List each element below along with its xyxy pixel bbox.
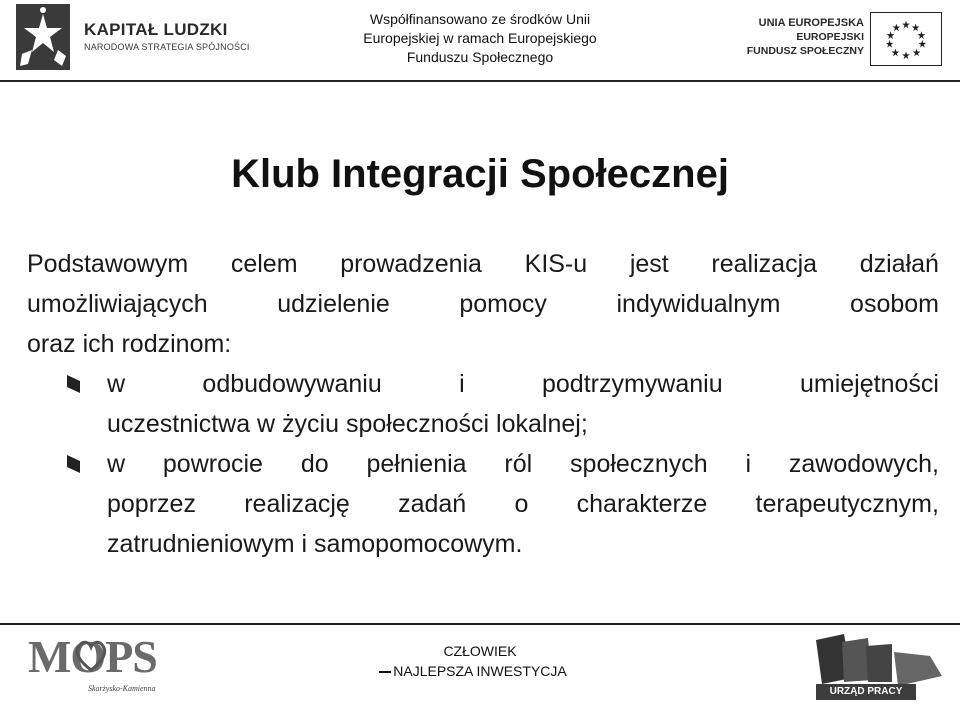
word: umożliwiających bbox=[27, 290, 208, 318]
page-title: Klub Integracji Społecznej bbox=[231, 152, 729, 196]
word: poprzez bbox=[107, 490, 196, 518]
intro-line bbox=[27, 284, 939, 324]
mops-logo-caption: Skarżysko-Kamienna bbox=[88, 684, 156, 693]
bullet-item bbox=[27, 444, 939, 564]
word: umiejętności bbox=[800, 370, 939, 398]
cofinancing-note bbox=[330, 10, 630, 67]
slogan-line: NAJLEPSZA INWESTYCJA bbox=[393, 663, 567, 679]
word: zawodowych, bbox=[788, 450, 939, 478]
word: indywidualnym bbox=[616, 290, 781, 318]
word: działań bbox=[859, 250, 939, 278]
word: terapeutycznym, bbox=[755, 490, 939, 518]
word: prowadzenia bbox=[340, 250, 482, 278]
eu-flag-icon bbox=[870, 12, 942, 66]
footer-slogan bbox=[330, 641, 630, 681]
eu-logo bbox=[735, 10, 950, 68]
word: KIS-u bbox=[524, 250, 588, 278]
kapital-ludzki-subtitle: NARODOWA STRATEGIA SPÓJNOŚCI bbox=[84, 42, 250, 52]
intro-line: oraz ich rodzinom: bbox=[27, 330, 232, 358]
cofinancing-line: Współfinansowano ze środków Unii bbox=[369, 11, 591, 27]
kapital-ludzki-title: KAPITAŁ LUDZKI bbox=[84, 20, 228, 39]
urzad-pracy-cards-icon bbox=[808, 632, 948, 692]
urzad-pracy-logo bbox=[808, 632, 948, 706]
bullet-line bbox=[107, 444, 939, 484]
word: ról bbox=[504, 450, 533, 478]
eu-logo-line: EUROPEJSKI bbox=[796, 31, 864, 43]
word: podtrzymywaniu bbox=[542, 370, 723, 398]
word: i bbox=[459, 370, 465, 398]
bullet-line bbox=[107, 484, 939, 524]
page-header bbox=[0, 0, 960, 82]
bullet-line bbox=[107, 364, 939, 404]
eu-logo-line: UNIA EUROPEJSKA bbox=[758, 17, 864, 29]
kapital-ludzki-star-icon bbox=[14, 2, 72, 72]
bullet-arrow-icon bbox=[67, 375, 80, 393]
bullet-arrow-icon bbox=[67, 455, 80, 473]
word: odbudowywaniu bbox=[202, 370, 382, 398]
word: w bbox=[107, 370, 126, 398]
cofinancing-line: Funduszu Społecznego bbox=[406, 49, 554, 65]
mops-logo bbox=[22, 628, 182, 706]
footer-divider bbox=[0, 623, 960, 625]
header-divider bbox=[0, 80, 960, 82]
word: społecznych bbox=[570, 450, 708, 478]
word: powrocie bbox=[162, 450, 263, 478]
word: charakterze bbox=[576, 490, 708, 518]
word: w bbox=[107, 450, 126, 478]
eu-logo-line: FUNDUSZ SPOŁECZNY bbox=[746, 45, 864, 57]
slogan-line-wrapper bbox=[393, 661, 566, 681]
kapital-ludzki-logo bbox=[14, 0, 250, 74]
slogan-dash bbox=[379, 671, 391, 673]
bullet-item bbox=[27, 364, 939, 444]
bullet-line: zatrudnieniowym i samopomocowym. bbox=[107, 530, 523, 558]
word: realizacja bbox=[711, 250, 818, 278]
word: do bbox=[300, 450, 329, 478]
mops-heart-icon bbox=[74, 636, 108, 676]
urzad-pracy-label: URZĄD PRACY bbox=[816, 684, 916, 700]
word: pomocy bbox=[459, 290, 547, 318]
cofinancing-line: Europejskiej w ramach Europejskiego bbox=[363, 30, 597, 46]
word: realizację bbox=[244, 490, 350, 518]
word: zadań bbox=[398, 490, 467, 518]
bullet-line: uczestnictwa w życiu społeczności lokalnej; bbox=[107, 410, 588, 438]
word: i bbox=[745, 450, 752, 478]
slogan-line: CZŁOWIEK bbox=[443, 643, 517, 659]
intro-line bbox=[27, 244, 939, 284]
word: jest bbox=[629, 250, 669, 278]
word: o bbox=[514, 490, 529, 518]
word: pełnienia bbox=[366, 450, 467, 478]
body-text bbox=[27, 244, 939, 564]
word: udzielenie bbox=[277, 290, 390, 318]
eu-logo-text bbox=[747, 16, 864, 58]
word: osobom bbox=[850, 290, 939, 318]
mops-logo-text: MOPS bbox=[28, 631, 157, 682]
word: Podstawowym bbox=[27, 250, 189, 278]
word: celem bbox=[230, 250, 298, 278]
